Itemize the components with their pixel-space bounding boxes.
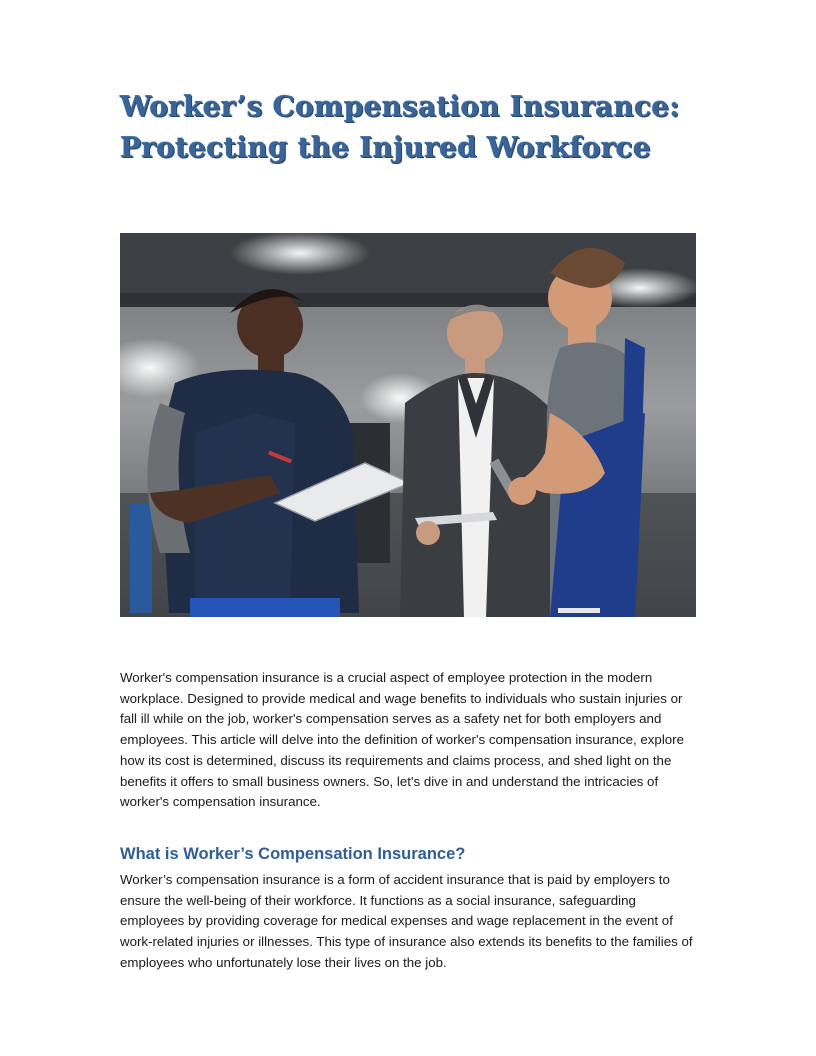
intro-paragraph: Worker's compensation insurance is a crucial aspect of employee protection in the modern workplace. Designed to provide medical and wage benefits to individuals who sustain injuries or fall ill while on the job, worker's compensation serves as a safety net for both employers and employees. This article will delve into the definition of worker's compensation insurance, explore how its cost is determined, discuss its requirements and claims process, and shed light on the benefits it offers to small business owners. So, let's dive in and understand the intricacies of worker's compensation insurance. — [120, 670, 685, 810]
title-line-1: Worker’s Compensation Insurance: — [120, 90, 680, 123]
page-title — [120, 86, 720, 168]
section-heading: What is Worker’s Compensation Insurance? — [120, 845, 466, 863]
hero-photo — [120, 233, 696, 617]
title-line-2: Protecting the Injured Workforce — [120, 131, 651, 164]
section-paragraph: Worker’s compensation insurance is a form of accident insurance that is paid by employers to ensure the well-being of their workforce. It functions as a social insurance, safeguarding employees by providing coverage for medical expenses and wage replacement in the event of work-related injuries or illnesses. This type of insurance also extends its benefits to the families of employees who unfortunately lose their lives on the job. — [120, 872, 693, 970]
